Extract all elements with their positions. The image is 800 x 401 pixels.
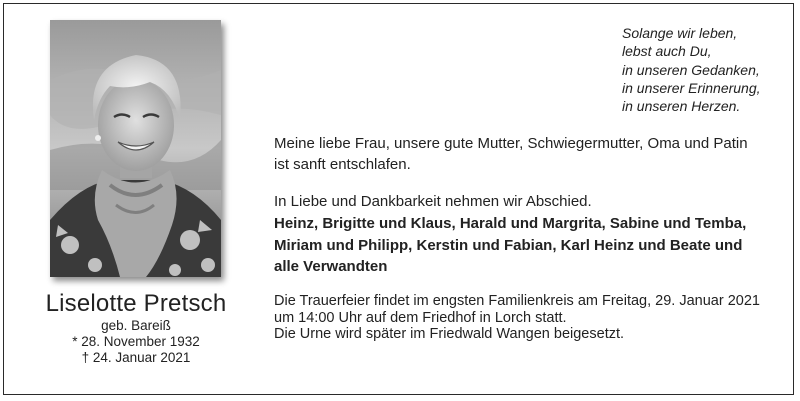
poem-line: in unseren Herzen. (622, 98, 741, 115)
mourners-line: alle Verwandten (274, 258, 388, 275)
mourners-list (274, 213, 779, 278)
funeral-details (274, 293, 779, 343)
death-date: † 24. Januar 2021 (81, 350, 191, 365)
mourners-line: Heinz, Brigitte und Klaus, Harald und Margrita, Sabine und Temba, (274, 215, 747, 232)
deceased-name: Liselotte Pretsch (45, 290, 227, 317)
mourners-line: Miriam und Philipp, Kerstin und Fabian, Karl Heinz und Beate und (274, 236, 743, 254)
poem-line: Solange wir leben, (622, 25, 738, 41)
farewell-line: In Liebe und Dankbarkeit nehmen wir Abschied. (274, 193, 592, 210)
intro-line: ist sanft entschlafen. (274, 155, 411, 173)
funeral-line: Die Urne wird später im Friedwald Wangen beigesetzt. (274, 326, 625, 342)
birth-date: * 28. November 1932 (72, 334, 200, 349)
announcement-intro (274, 134, 779, 175)
memorial-poem (622, 24, 792, 115)
deceased-info (28, 290, 244, 366)
birth-name: geb. Bareiß (101, 318, 171, 333)
portrait-photo (50, 20, 221, 277)
poem-line: in unseren Gedanken, (622, 61, 760, 78)
funeral-line: Die Trauerfeier findet im engsten Familienkreis am Freitag, 29. Januar 2021 (274, 293, 760, 309)
poem-line: in unserer Erinnerung, (622, 79, 761, 96)
poem-line: lebst auch Du, (622, 43, 712, 60)
funeral-line: um 14:00 Uhr auf dem Friedhof in Lorch statt. (274, 309, 567, 326)
intro-line: Meine liebe Frau, unsere gute Mutter, Schwiegermutter, Oma und Patin (274, 135, 748, 152)
